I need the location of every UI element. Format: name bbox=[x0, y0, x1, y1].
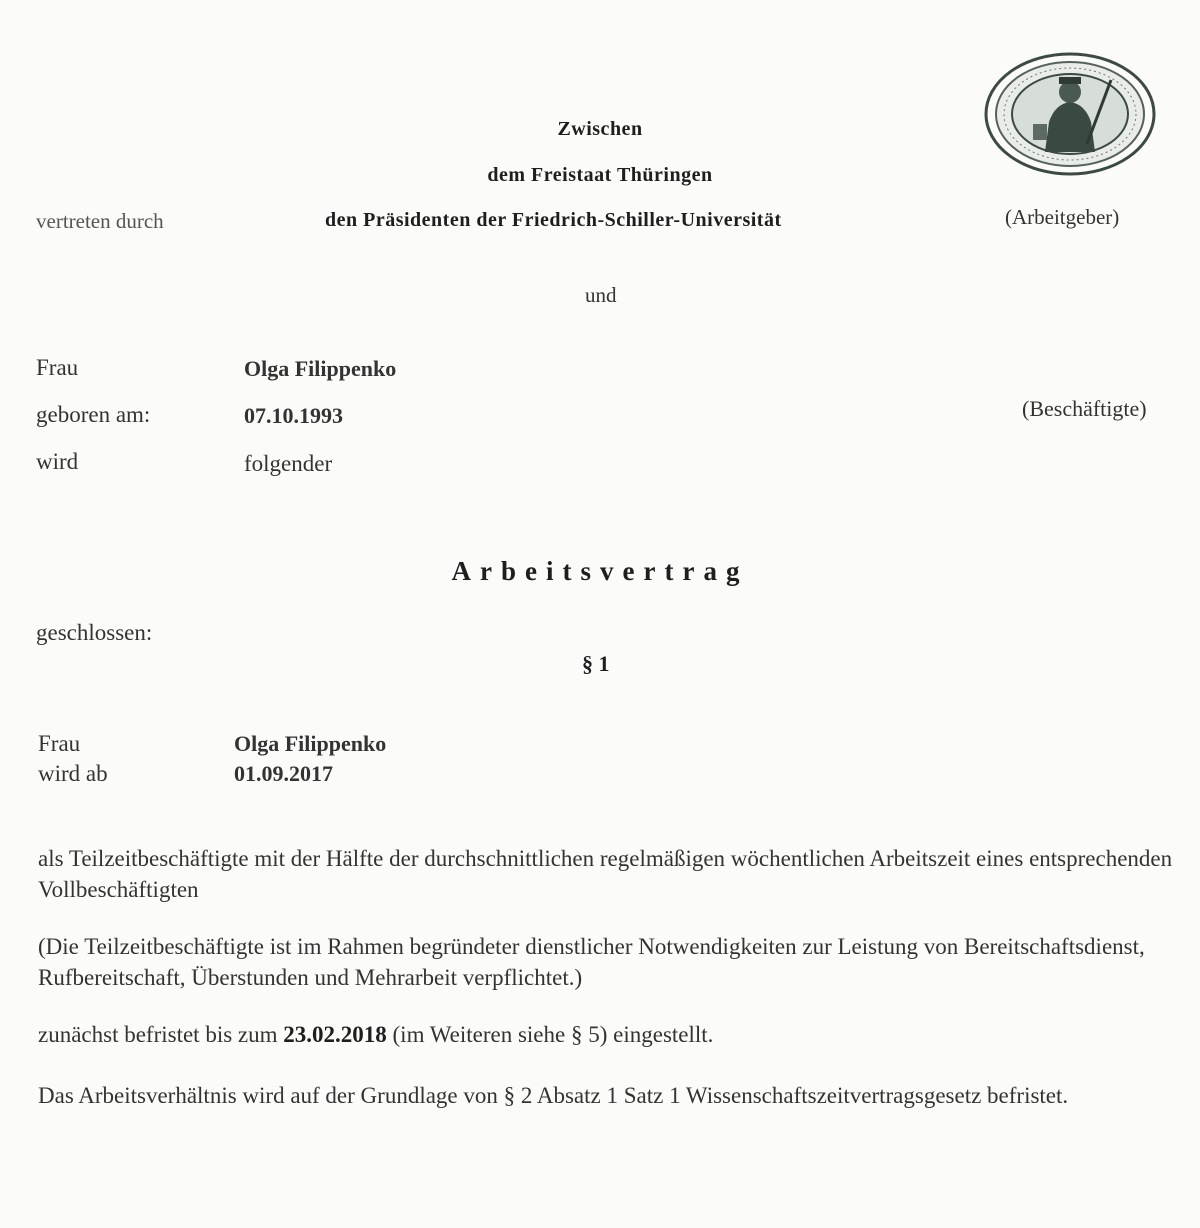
salutation-label: Frau bbox=[36, 355, 79, 380]
conjunction-und: und bbox=[585, 283, 617, 307]
section1-name: Olga Filippenko bbox=[234, 731, 387, 756]
employee-role: (Beschäftigte) bbox=[1022, 396, 1147, 421]
employer-role: (Arbeitgeber) bbox=[1005, 205, 1120, 229]
paragraph-legal-basis: Das Arbeitsverhältnis wird auf der Grundlage von § 2 Absatz 1 Satz 1 Wissenschaftszeitvertragsgesetz befristet. bbox=[38, 1083, 1069, 1108]
start-label: wird ab bbox=[38, 761, 108, 786]
paragraph-duties: (Die Teilzeitbeschäftigte ist im Rahmen begründeter dienstlicher Notwendigkeiten zur Leistung von Bereitschaftsdienst, Rufbereitschaft, Überstunden und Mehrarbeit verpflichtet.) bbox=[38, 934, 1145, 990]
folgender-text: folgender bbox=[244, 451, 333, 476]
header-freistaat: dem Freistaat Thüringen bbox=[487, 164, 713, 186]
concluded-label: geschlossen: bbox=[36, 620, 153, 645]
birth-label: geboren am: bbox=[36, 402, 151, 427]
paragraph-part-time: als Teilzeitbeschäftigte mit der Hälfte der durchschnittlichen regelmäßigen wöchentlichen Arbeitszeit eines entsprechenden Vollbeschäftigten bbox=[38, 846, 1173, 902]
term-prefix: zunächst befristet bis zum bbox=[38, 1022, 278, 1047]
employee-name: Olga Filippenko bbox=[244, 356, 397, 381]
contract-title: Arbeitsvertrag bbox=[451, 556, 749, 586]
term-suffix: (im Weiteren siehe § 5) eingestellt. bbox=[392, 1022, 714, 1047]
start-date: 01.09.2017 bbox=[234, 761, 333, 786]
university-seal-icon bbox=[983, 52, 1157, 176]
birth-date: 07.10.1993 bbox=[244, 403, 343, 428]
wird-label: wird bbox=[36, 449, 79, 474]
paragraph-term bbox=[38, 1019, 1173, 1050]
represented-by-label: vertreten durch bbox=[36, 209, 164, 233]
end-date: 23.02.2018 bbox=[283, 1022, 387, 1047]
header-president: den Präsidenten der Friedrich-Schiller-Universität bbox=[325, 209, 782, 231]
section1-salutation: Frau bbox=[38, 731, 81, 756]
header-zwischen: Zwischen bbox=[557, 118, 643, 140]
section-heading: § 1 bbox=[582, 651, 610, 676]
